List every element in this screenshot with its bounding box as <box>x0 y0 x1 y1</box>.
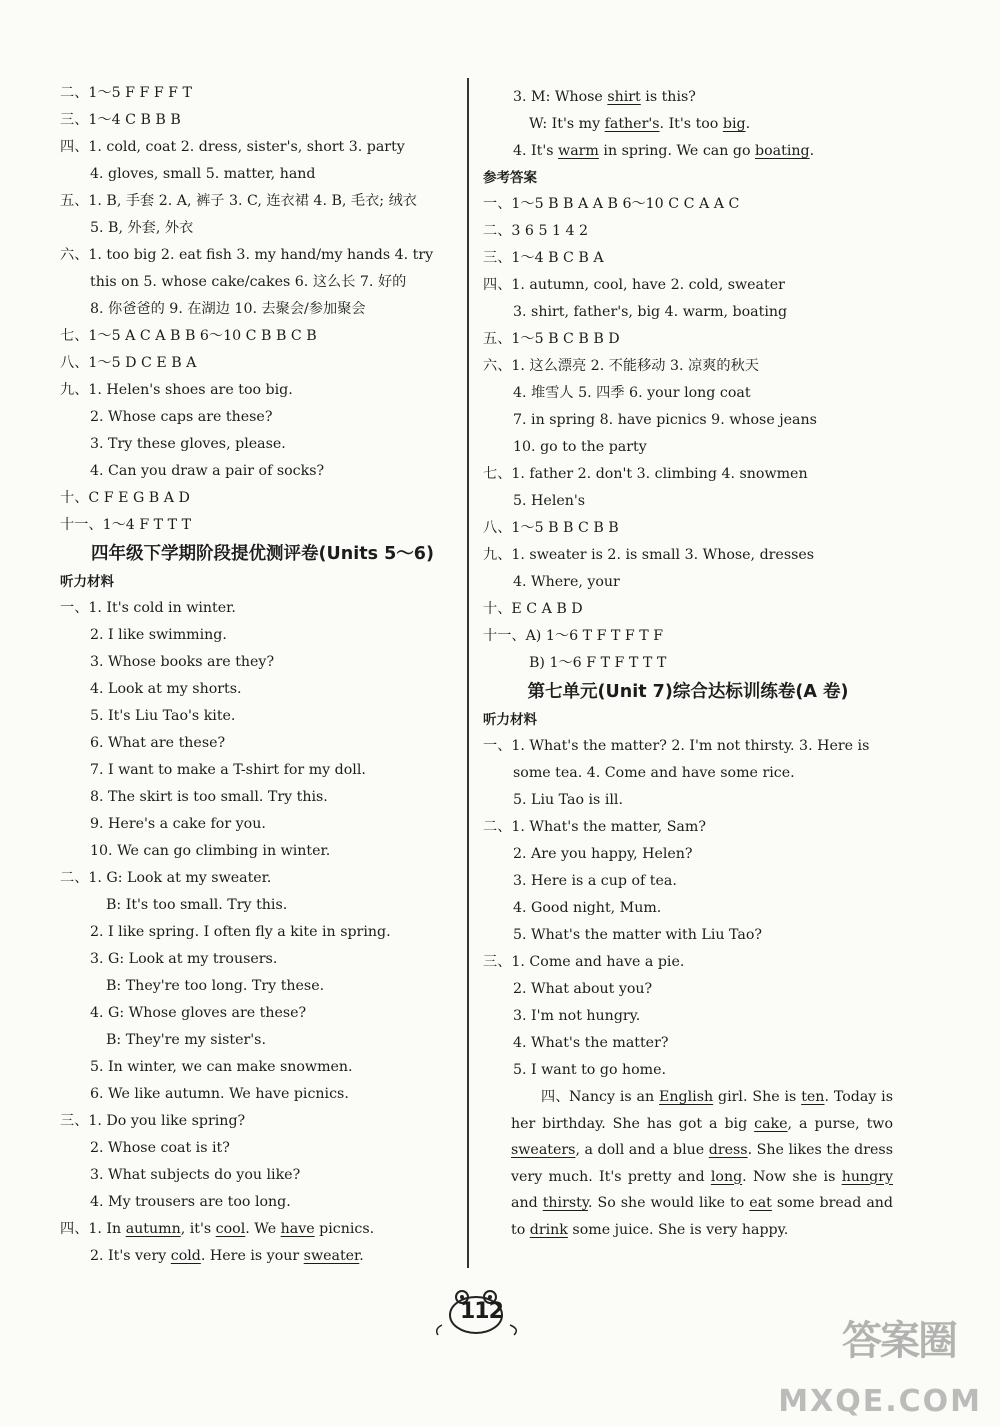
text-line: 10. go to the party <box>513 439 647 455</box>
cloze-line: 3. M: Whose shirt is this? <box>513 89 696 105</box>
text-line: 二、1～5 F F F F T <box>60 85 193 101</box>
text-line: 8. 你爸爸的 9. 在湖边 10. 去聚会/参加聚会 <box>90 301 366 317</box>
text-line: 三、1～4 B C B A <box>483 250 604 266</box>
answer-list <box>60 80 465 539</box>
text-line: this on 5. whose cake/cakes 6. 这么长 7. 好的 <box>90 274 407 290</box>
text-line: 三、1. Do you like spring? <box>60 1113 246 1129</box>
text-line: 10. We can go climbing in winter. <box>90 843 331 859</box>
text-line: 四、1. cold, coat 2. dress, sister's, short 3. party <box>60 139 405 155</box>
text-line: 3. Try these gloves, please. <box>90 436 286 452</box>
text-line: 4. gloves, small 5. matter, hand <box>90 166 316 182</box>
text-line: 八、1～5 B B C B B <box>483 520 619 536</box>
text-line: B: They're too long. Try these. <box>106 978 325 994</box>
cloze-line: W: It's my father's. It's too big. <box>529 116 751 132</box>
reference-answers-label: 参考答案 <box>483 170 537 186</box>
text-line: 十、E C A B D <box>483 601 583 617</box>
text-line: 二、3 6 5 1 4 2 <box>483 223 589 239</box>
text-line: 4. Where, your <box>513 574 620 590</box>
text-line: 二、1. What's the matter, Sam? <box>483 819 706 835</box>
listening-list <box>60 595 465 1216</box>
section-heading-unit-7: 第七单元(Unit 7)综合达标训练卷(A 卷) <box>527 682 849 702</box>
listening-list <box>483 733 893 1084</box>
listening-material-label: 听力材料 <box>483 712 537 728</box>
text-line: 4. Look at my shorts. <box>90 681 242 697</box>
text-line: 4. Good night, Mum. <box>513 900 662 916</box>
cloze-line: 4. It's warm in spring. We can go boating. <box>513 143 815 159</box>
text-line: 九、1. sweater is 2. is small 3. Whose, dresses <box>483 547 815 563</box>
cloze-line: 2. It's very cold. Here is your sweater. <box>90 1248 364 1264</box>
text-line: 2. Are you happy, Helen? <box>513 846 693 862</box>
text-line: 十一、1～4 F T T T <box>60 517 192 533</box>
text-line: 三、1. Come and have a pie. <box>483 954 685 970</box>
text-line: 4. 堆雪人 5. 四季 6. your long coat <box>513 385 751 401</box>
text-line: 3. Here is a cup of tea. <box>513 873 677 889</box>
text-line: 5. It's Liu Tao's kite. <box>90 708 236 724</box>
text-line: 5. In winter, we can make snowmen. <box>90 1059 353 1075</box>
text-line: B: It's too small. Try this. <box>106 897 288 913</box>
text-line: 七、1. father 2. don't 3. climbing 4. snowmen <box>483 466 808 482</box>
text-line: 5. B, 外套, 外衣 <box>90 220 194 236</box>
text-line: 三、1～4 C B B B <box>60 112 181 128</box>
text-line: 十一、A) 1～6 T F T F T F <box>483 628 664 644</box>
text-line: 7. I want to make a T-shirt for my doll. <box>90 762 366 778</box>
text-line: 二、1. G: Look at my sweater. <box>60 870 272 886</box>
cloze-line: 四、1. In autumn, it's cool. We have picnics. <box>60 1221 375 1237</box>
text-line: 一、1～5 B B A A B 6～10 C C A A C <box>483 196 740 212</box>
left-column <box>60 80 465 1270</box>
listening-material-label: 听力材料 <box>60 574 114 590</box>
text-line: 九、1. Helen's shoes are too big. <box>60 382 293 398</box>
text-line: 3. What subjects do you like? <box>90 1167 301 1183</box>
text-line: 六、1. too big 2. eat fish 3. my hand/my hands 4. try <box>60 247 434 263</box>
text-line: 3. G: Look at my trousers. <box>90 951 278 967</box>
text-line: B: They're my sister's. <box>106 1032 266 1048</box>
text-line: 5. Liu Tao is ill. <box>513 792 623 808</box>
answer-list <box>483 191 893 677</box>
text-line: 9. Here's a cake for you. <box>90 816 266 832</box>
text-line: 6. What are these? <box>90 735 226 751</box>
text-line: 3. I'm not hungry. <box>513 1008 641 1024</box>
text-line: 5. Helen's <box>513 493 586 509</box>
text-line: 4. What's the matter? <box>513 1035 669 1051</box>
right-column <box>483 84 893 1243</box>
column-divider <box>467 78 469 1268</box>
text-line: 四、1. autumn, cool, have 2. cold, sweater <box>483 277 785 293</box>
text-line: 4. G: Whose gloves are these? <box>90 1005 307 1021</box>
text-line: 2. I like spring. I often fly a kite in spring. <box>90 924 391 940</box>
text-line: 4. Can you draw a pair of socks? <box>90 463 325 479</box>
text-line: 八、1～5 D C E B A <box>60 355 197 371</box>
text-line: 一、1. It's cold in winter. <box>60 600 236 616</box>
text-line: 8. The skirt is too small. Try this. <box>90 789 328 805</box>
text-line: 4. My trousers are too long. <box>90 1194 291 1210</box>
text-line: 3. shirt, father's, big 4. warm, boating <box>513 304 788 320</box>
text-line: 五、1. B, 手套 2. A, 裤子 3. C, 连衣裙 4. B, 毛衣; 绒衣 <box>60 193 417 209</box>
text-line: 2. Whose coat is it? <box>90 1140 230 1156</box>
text-line: 六、1. 这么漂亮 2. 不能移动 3. 凉爽的秋天 <box>483 358 759 374</box>
text-line: some tea. 4. Come and have some rice. <box>513 765 795 781</box>
page-number: 112 <box>434 1285 574 1345</box>
text-line: 七、1～5 A C A B B 6～10 C B B C B <box>60 328 317 344</box>
text-line: 5. What's the matter with Liu Tao? <box>513 927 762 943</box>
text-line: 6. We like autumn. We have picnics. <box>90 1086 349 1102</box>
text-line: 五、1～5 B C B B D <box>483 331 620 347</box>
watermark-logo: 答案圈 MXQE.COM <box>778 1318 982 1419</box>
passage-paragraph: 四、 Nancy is an English girl. She is ten. Today is her birthday. She has got a big cake, a purse, two sweaters, a doll and a blue dress. She likes the dress very much. It's pretty and long. Now she is hungry and thirsty. So she would like to eat some bread and to drink some juice. She is very happy. <box>511 1089 893 1238</box>
text-line: 2. I like swimming. <box>90 627 227 643</box>
text-line: 十、C F E G B A D <box>60 490 190 506</box>
text-line: 2. Whose caps are these? <box>90 409 273 425</box>
text-line: 3. Whose books are they? <box>90 654 275 670</box>
text-line: B) 1～6 F T F T T T <box>529 655 667 671</box>
text-line: 一、1. What's the matter? 2. I'm not thirsty. 3. Here is <box>483 738 870 754</box>
text-line: 5. I want to go home. <box>513 1062 667 1078</box>
text-line: 2. What about you? <box>513 981 653 997</box>
text-line: 7. in spring 8. have picnics 9. whose jeans <box>513 412 817 428</box>
section-heading-units-5-6: 四年级下学期阶段提优测评卷(Units 5～6) <box>91 544 434 564</box>
